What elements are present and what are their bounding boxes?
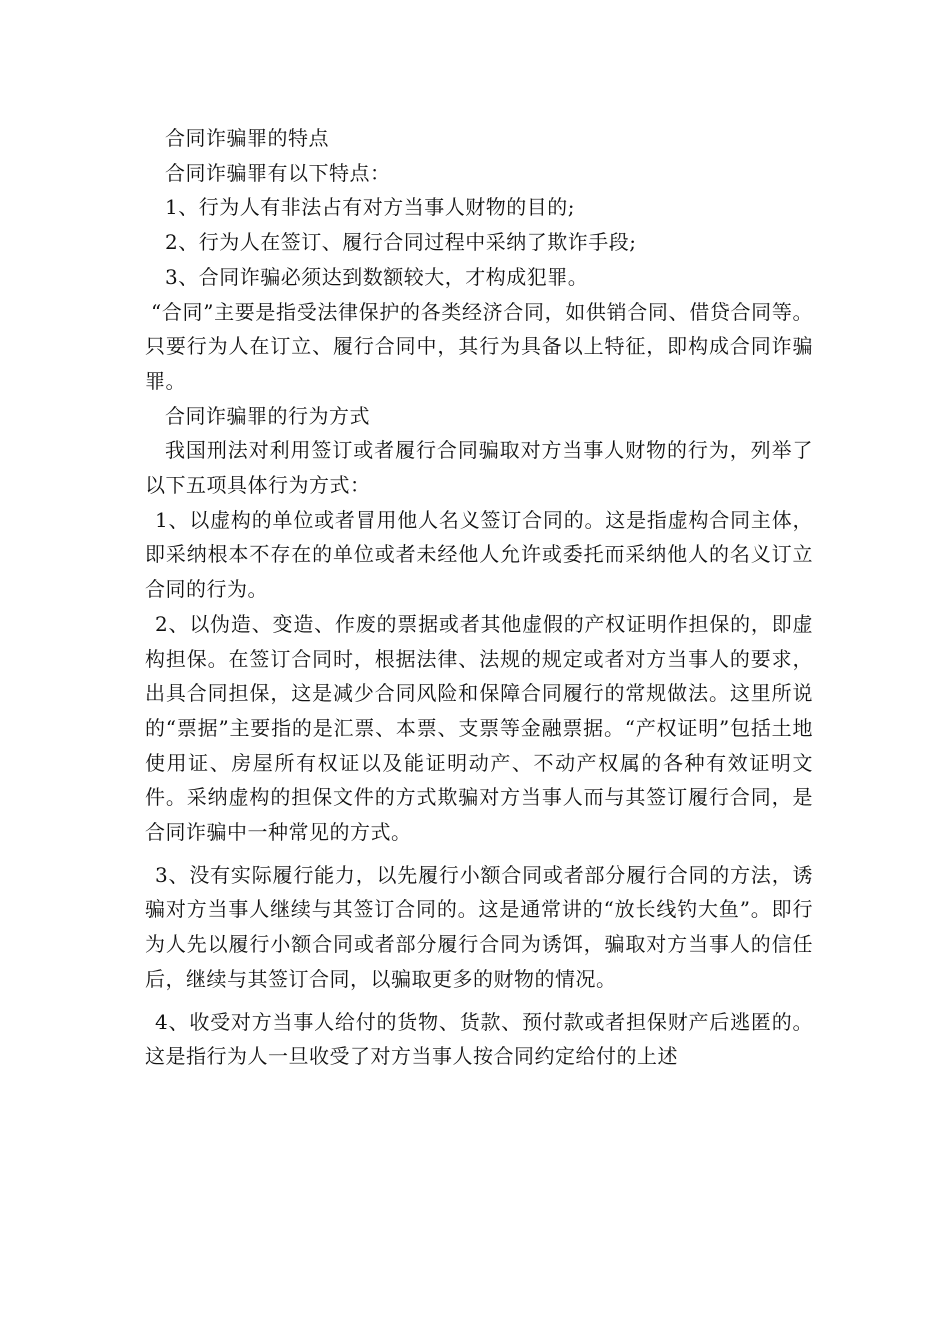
paragraph-contract-definition: “合同”主要是指受法律保护的各类经济合同，如供销合同、借贷合同等。只要行为人在订立、履行合同中，其行为具备以上特征，即构成合同诈骗罪。 [145,299,813,393]
list-item-characteristic-2: 2、行为人在签订、履行合同过程中采纳了欺诈手段; [165,230,637,255]
document-body [145,121,813,1074]
list-item-method-1: 1、以虚构的单位或者冒用他人名义签订合同的。这是指虚构合同主体，即采纳根本不存在的单位或者未经他人允许或委托而采纳他人的名义订立合同的行为。 [145,507,813,602]
list-item-method-3: 3、没有实际履行能力，以先履行小额合同或者部分履行合同的方法，诱骗对方当事人继续与其签订合同的。这是通常讲的“放长线钓大鱼”。即行为人先以履行小额合同或者部分履行合同为诱饵，骗取对方当事人的信任后，继续与其签订合同，以骗取更多的财物的情况。 [145,862,813,991]
paragraph-intro-methods: 我国刑法对利用签订或者履行合同骗取对方当事人财物的行为，列举了以下五项具体行为方式： [145,438,813,498]
list-item-method-2: 2、以伪造、变造、作废的票据或者其他虚假的产权证明作担保的，即虚构担保。在签订合同时，根据法律、法规的规定或者对方当事人的要求，出具合同担保，这是减少合同风险和保障合同履行的常规做法。这里所说的“票据”主要指的是汇票、本票、支票等金融票据。“产权证明”包括土地使用证、房屋所有权证以及能证明动产、不动产权属的各种有效证明文件。采纳虚构的担保文件的方式欺骗对方当事人而与其签订履行合同，是合同诈骗中一种常见的方式。 [145,611,813,845]
list-item-characteristic-1: 1、行为人有非法占有对方当事人财物的目的; [165,195,575,220]
list-item-characteristic-3: 3、合同诈骗必须达到数额较大，才构成犯罪。 [165,264,589,289]
paragraph-intro-characteristics: 合同诈骗罪有以下特点： [165,160,391,185]
list-item-method-4: 4、收受对方当事人给付的货物、货款、预付款或者担保财产后逃匿的。这是指行为人一旦收受了对方当事人按合同约定给付的上述 [145,1009,813,1069]
heading-behavior-methods: 合同诈骗罪的行为方式 [165,403,370,428]
heading-characteristics: 合同诈骗罪的特点 [165,126,329,150]
